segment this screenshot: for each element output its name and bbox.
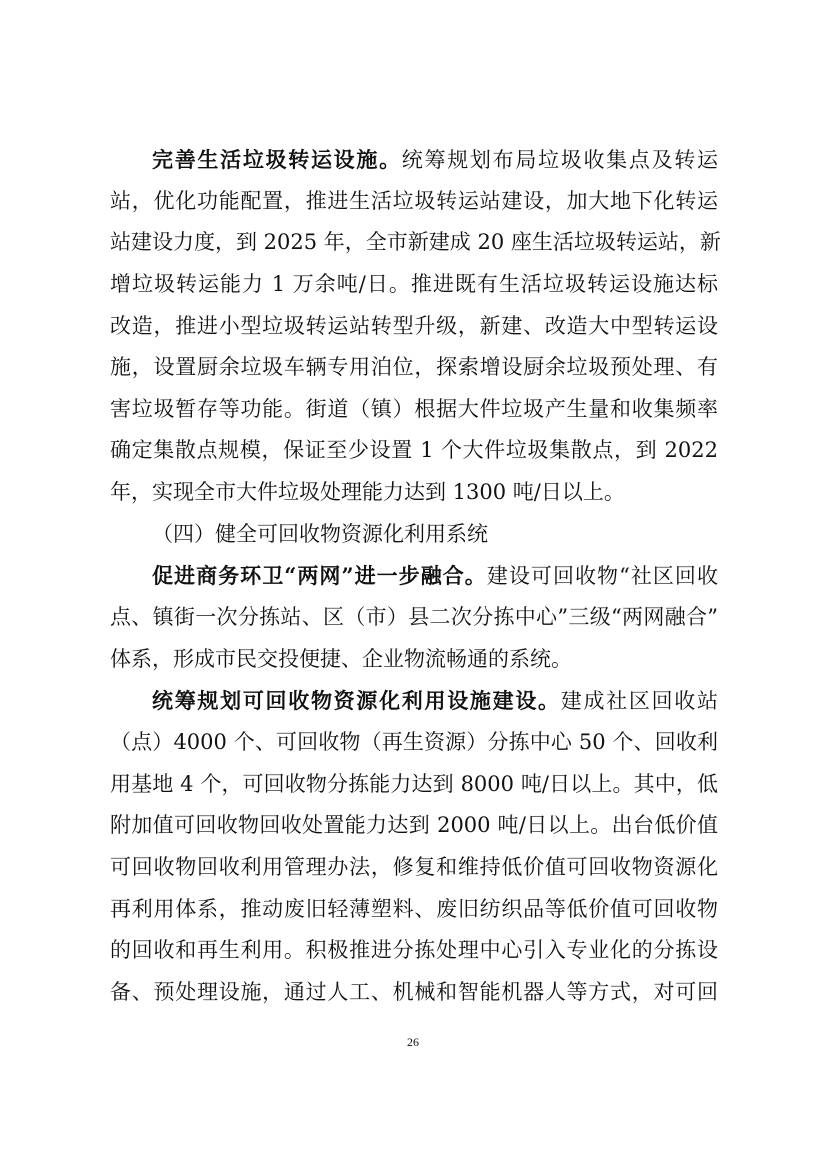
document-body [110,139,721,1013]
paragraph-line [110,597,718,639]
paragraph-line [110,555,718,597]
paragraph-line [110,430,718,472]
paragraph-line [110,680,718,722]
paragraph-heading: 促进商务环卫“两网”进一步融合。 [152,563,487,589]
line-text: 施，设置厨余垃圾车辆专用泊位，探索增设厨余垃圾预处理、有 [110,355,718,380]
line-text: 建设可回收物“社区回收 [486,564,718,589]
line-text: 确定集散点规模，保证至少设置 1 个大件垃圾集散点，到 2022 [110,438,718,463]
line-text: （点）4000 个、可回收物（再生资源）分拣中心 50 个、回收利 [110,729,718,754]
paragraph-line [110,347,718,389]
paragraph-line [110,222,721,264]
line-text: 建成社区回收站 [560,689,718,714]
paragraph-line [110,306,718,348]
page-number: 26 [407,1035,419,1049]
line-text: 备、预处理设施，通过人工、机械和智能机器人等方式，对可回 [110,979,718,1004]
line-text: 增垃圾转运能力 1 万余吨/日。推进既有生活垃圾转运设施达标 [110,271,718,296]
paragraph-heading: 完善生活垃圾转运设施。 [152,147,402,172]
paragraph-line [110,930,718,972]
paragraph-line [110,847,718,889]
line-text: 害垃圾暂存等功能。街道（镇）根据大件垃圾产生量和收集频率 [110,396,718,421]
paragraph-line [110,889,718,931]
line-text: 站，优化功能配置，推进生活垃圾转运站建设，加大地下化转运 [110,188,718,213]
line-text: 再利用体系，推动废旧轻薄塑料、废旧纺织品等低价值可回收物 [110,896,718,921]
section-heading [110,514,718,556]
paragraph-line [110,389,718,431]
line-text: 体系，形成市民交投便捷、企业物流畅通的系统。 [110,646,572,671]
paragraph-line [110,805,718,847]
paragraph-line [110,264,718,306]
line-text: 统筹规划布局垃圾收集点及转运 [401,148,719,172]
line-text: 年，实现全市大件垃圾处理能力达到 1300 吨/日以上。 [110,480,625,505]
paragraph-line [110,764,718,806]
paragraph-line [110,472,718,514]
paragraph-line [110,639,718,681]
line-text: 点、镇街一次分拣站、区（市）县二次分拣中心”三级“两网融合” [110,605,718,630]
line-text: 可回收物回收利用管理办法，修复和维持低价值可回收物资源化 [110,854,718,879]
paragraph-line [110,139,718,181]
section-heading-text: （四）健全可回收物资源化利用系统 [152,521,488,546]
paragraph-line [110,972,718,1014]
paragraph-heading: 统筹规划可回收物资源化利用设施建设。 [152,688,561,714]
line-text: 的回收和再生利用。积极推进分拣处理中心引入专业化的分拣设 [110,938,718,963]
line-text: 站建设力度，到 2025 年，全市新建成 20 座生活垃圾转运站，新 [110,230,721,255]
paragraph-line [110,722,718,764]
line-text: 附加值可回收物回收处置能力达到 2000 吨/日以上。出台低价值 [110,813,718,838]
paragraph-line [110,181,718,223]
line-text: 用基地 4 个，可回收物分拣能力达到 8000 吨/日以上。其中，低 [110,771,718,796]
line-text: 改造，推进小型垃圾转运站转型升级，新建、改造大中型转运设 [110,313,718,338]
